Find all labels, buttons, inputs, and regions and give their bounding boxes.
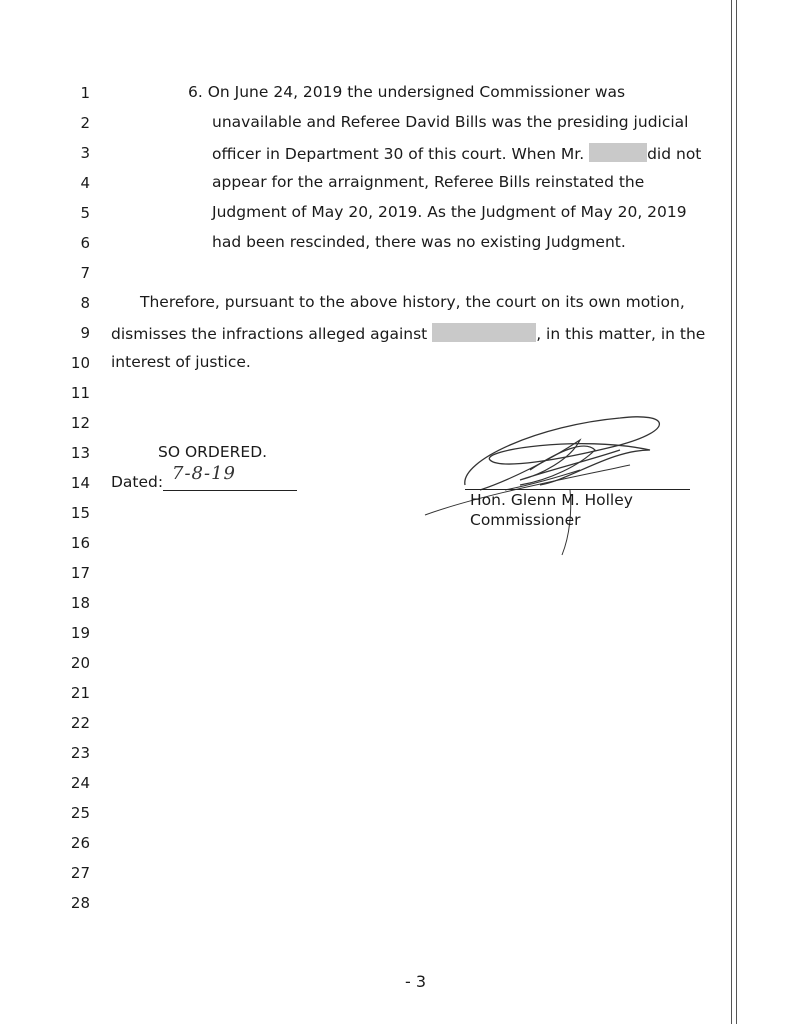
- line-number: 25: [70, 804, 90, 822]
- line-number: 24: [70, 774, 90, 792]
- line-number: 14: [70, 474, 90, 492]
- line-number: 19: [70, 624, 90, 642]
- line-number: 3: [80, 144, 90, 162]
- line-number: 26: [70, 834, 90, 852]
- conclusion-line-9-end: , in this matter, in the: [536, 325, 706, 343]
- line-number: 27: [70, 864, 90, 882]
- conclusion-line-9-start: dismisses the infractions alleged against: [111, 325, 428, 343]
- handwritten-date: 7-8-19: [172, 463, 236, 484]
- line-number: 10: [70, 354, 90, 372]
- line-number: 17: [70, 564, 90, 582]
- line-number: 11: [70, 384, 90, 402]
- line-number: 5: [80, 204, 90, 222]
- paragraph-6-line-5: Judgment of May 20, 2019. As the Judgment of May 20, 2019: [212, 203, 687, 221]
- right-margin-rule: [731, 0, 732, 1024]
- line-number: 15: [70, 504, 90, 522]
- line-number: 20: [70, 654, 90, 672]
- right-margin-rule-outer: [736, 0, 737, 1024]
- line-number: 23: [70, 744, 90, 762]
- redaction-box: [589, 143, 647, 162]
- conclusion-line-10: interest of justice.: [111, 353, 251, 371]
- line-number: 2: [80, 114, 90, 132]
- page-number: - 3: [405, 972, 427, 991]
- redaction-box: [432, 323, 536, 342]
- line-number: 21: [70, 684, 90, 702]
- line-number: 8: [80, 294, 90, 312]
- line-number: 4: [80, 174, 90, 192]
- line-number: 7: [80, 264, 90, 282]
- signature-line: [465, 489, 690, 490]
- dated-label: Dated:: [111, 473, 164, 491]
- paragraph-6-line-3-start: officer in Department 30 of this court. When Mr.: [212, 145, 585, 163]
- signature-scribble-icon: [420, 390, 720, 590]
- line-number: 13: [70, 444, 90, 462]
- paragraph-6-line-4: appear for the arraignment, Referee Bills reinstated the: [212, 173, 645, 191]
- paragraph-6-line-6: had been rescinded, there was no existing Judgment.: [212, 233, 626, 251]
- so-ordered: SO ORDERED.: [158, 443, 268, 461]
- signer-name: Hon. Glenn M. Holley: [470, 491, 633, 509]
- line-number: 28: [70, 894, 90, 912]
- signer-title: Commissioner: [470, 511, 581, 529]
- line-number: 1: [80, 84, 90, 102]
- line-number: 22: [70, 714, 90, 732]
- paragraph-6-line-1: 6. On June 24, 2019 the undersigned Commissioner was: [188, 83, 626, 101]
- line-number: 16: [70, 534, 90, 552]
- conclusion-line-8: Therefore, pursuant to the above history, the court on its own motion,: [140, 293, 685, 311]
- paragraph-6-line-3: [212, 143, 701, 163]
- line-number: 12: [70, 414, 90, 432]
- conclusion-line-9: [111, 323, 705, 343]
- line-number: 18: [70, 594, 90, 612]
- line-number: 9: [80, 324, 90, 342]
- date-line: [163, 490, 297, 491]
- paragraph-6-line-2: unavailable and Referee David Bills was the presiding judicial: [212, 113, 689, 131]
- paragraph-6-line-3-end: did not: [647, 145, 702, 163]
- line-number: 6: [80, 234, 90, 252]
